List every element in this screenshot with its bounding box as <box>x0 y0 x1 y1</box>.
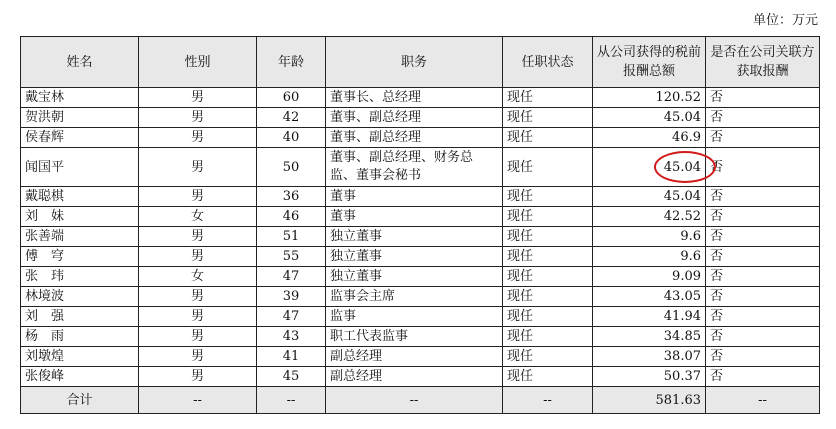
unit-label: 单位：万元 <box>752 13 818 28</box>
cell-name: 刘墩煌 <box>21 347 139 367</box>
table-row <box>21 327 820 347</box>
table-body <box>21 88 820 387</box>
cell-gender: 男 <box>139 187 257 207</box>
cell-age: 50 <box>257 148 326 187</box>
cell-gender: 男 <box>139 148 257 187</box>
cell-related: 否 <box>706 128 820 148</box>
total-row <box>21 387 820 414</box>
total-age: -- <box>257 387 326 414</box>
cell-gender: 男 <box>139 108 257 128</box>
cell-gender: 男 <box>139 227 257 247</box>
cell-related: 否 <box>706 148 820 187</box>
table-row <box>21 128 820 148</box>
col-header-name: 姓名 <box>21 37 139 88</box>
cell-name: 戴聪棋 <box>21 187 139 207</box>
cell-position: 董事、副总经理 <box>326 108 503 128</box>
table-row <box>21 267 820 287</box>
cell-related: 否 <box>706 207 820 227</box>
cell-related: 否 <box>706 267 820 287</box>
table-row <box>21 207 820 227</box>
cell-position: 董事、副总经理、财务总监、董事会秘书 <box>326 148 503 187</box>
cell-position: 监事会主席 <box>326 287 503 307</box>
cell-age: 42 <box>257 108 326 128</box>
table-row <box>21 88 820 108</box>
table-row <box>21 287 820 307</box>
cell-related: 否 <box>706 287 820 307</box>
cell-position: 董事、副总经理 <box>326 128 503 148</box>
cell-gender: 男 <box>139 347 257 367</box>
cell-status: 现任 <box>503 88 593 108</box>
cell-status: 现任 <box>503 247 593 267</box>
cell-related: 否 <box>706 247 820 267</box>
cell-related: 否 <box>706 327 820 347</box>
cell-gender: 男 <box>139 327 257 347</box>
total-gender: -- <box>139 387 257 414</box>
total-pay: 581.63 <box>593 387 706 414</box>
col-header-age: 年龄 <box>257 37 326 88</box>
total-label: 合计 <box>21 387 139 414</box>
cell-pay: 9.09 <box>593 267 706 287</box>
col-header-gender: 性别 <box>139 37 257 88</box>
cell-gender: 男 <box>139 247 257 267</box>
cell-position: 董事 <box>326 187 503 207</box>
cell-age: 55 <box>257 247 326 267</box>
cell-position: 独立董事 <box>326 247 503 267</box>
cell-age: 46 <box>257 207 326 227</box>
table-row <box>21 148 820 187</box>
cell-pay <box>593 148 706 187</box>
cell-pay: 9.6 <box>593 247 706 267</box>
cell-related: 否 <box>706 367 820 387</box>
table-row <box>21 247 820 267</box>
cell-position: 监事 <box>326 307 503 327</box>
cell-age: 47 <box>257 267 326 287</box>
cell-name: 刘 妹 <box>21 207 139 227</box>
col-header-pay: 从公司获得的税前报酬总额 <box>593 37 706 88</box>
cell-related: 否 <box>706 88 820 108</box>
cell-name: 张俊峰 <box>21 367 139 387</box>
cell-position: 独立董事 <box>326 227 503 247</box>
cell-status: 现任 <box>503 307 593 327</box>
cell-pay: 46.9 <box>593 128 706 148</box>
cell-age: 40 <box>257 128 326 148</box>
table-row <box>21 307 820 327</box>
cell-pay: 43.05 <box>593 287 706 307</box>
table-row <box>21 108 820 128</box>
cell-pay: 34.85 <box>593 327 706 347</box>
cell-status: 现任 <box>503 227 593 247</box>
cell-age: 36 <box>257 187 326 207</box>
cell-gender: 女 <box>139 207 257 227</box>
cell-gender: 女 <box>139 267 257 287</box>
table-row <box>21 227 820 247</box>
cell-pay: 9.6 <box>593 227 706 247</box>
cell-status: 现任 <box>503 108 593 128</box>
cell-age: 45 <box>257 367 326 387</box>
table-row <box>21 187 820 207</box>
cell-status: 现任 <box>503 287 593 307</box>
cell-name: 傅 穹 <box>21 247 139 267</box>
col-header-related: 是否在公司关联方获取报酬 <box>706 37 820 88</box>
cell-name: 林境波 <box>21 287 139 307</box>
cell-age: 60 <box>257 88 326 108</box>
cell-name: 杨 雨 <box>21 327 139 347</box>
cell-gender: 男 <box>139 307 257 327</box>
cell-status: 现任 <box>503 128 593 148</box>
cell-age: 47 <box>257 307 326 327</box>
highlight-circle: 45.04 <box>663 159 701 175</box>
cell-status: 现任 <box>503 207 593 227</box>
total-position: -- <box>326 387 503 414</box>
cell-position: 职工代表监事 <box>326 327 503 347</box>
cell-status: 现任 <box>503 347 593 367</box>
cell-name: 闻国平 <box>21 148 139 187</box>
cell-gender: 男 <box>139 128 257 148</box>
total-related: -- <box>706 387 820 414</box>
cell-age: 39 <box>257 287 326 307</box>
cell-related: 否 <box>706 347 820 367</box>
cell-pay: 41.94 <box>593 307 706 327</box>
header-row <box>21 37 820 88</box>
cell-position: 独立董事 <box>326 267 503 287</box>
cell-age: 51 <box>257 227 326 247</box>
cell-name: 张善端 <box>21 227 139 247</box>
cell-pay: 45.04 <box>593 187 706 207</box>
table-row <box>21 367 820 387</box>
cell-age: 41 <box>257 347 326 367</box>
cell-name: 贺洪朝 <box>21 108 139 128</box>
cell-gender: 男 <box>139 88 257 108</box>
cell-pay: 50.37 <box>593 367 706 387</box>
cell-age: 43 <box>257 327 326 347</box>
cell-status: 现任 <box>503 327 593 347</box>
cell-pay: 38.07 <box>593 347 706 367</box>
cell-pay: 42.52 <box>593 207 706 227</box>
cell-name: 侯春辉 <box>21 128 139 148</box>
cell-status: 现任 <box>503 148 593 187</box>
cell-name: 戴宝林 <box>21 88 139 108</box>
col-header-status: 任职状态 <box>503 37 593 88</box>
cell-status: 现任 <box>503 367 593 387</box>
cell-position: 董事长、总经理 <box>326 88 503 108</box>
cell-related: 否 <box>706 108 820 128</box>
cell-status: 现任 <box>503 267 593 287</box>
cell-gender: 男 <box>139 287 257 307</box>
cell-status: 现任 <box>503 187 593 207</box>
cell-pay: 120.52 <box>593 88 706 108</box>
cell-position: 副总经理 <box>326 347 503 367</box>
total-status: -- <box>503 387 593 414</box>
cell-related: 否 <box>706 307 820 327</box>
cell-position: 副总经理 <box>326 367 503 387</box>
cell-name: 刘 强 <box>21 307 139 327</box>
compensation-table <box>20 36 820 414</box>
col-header-position: 职务 <box>326 37 503 88</box>
cell-related: 否 <box>706 187 820 207</box>
cell-position: 董事 <box>326 207 503 227</box>
cell-name: 张 玮 <box>21 267 139 287</box>
cell-gender: 男 <box>139 367 257 387</box>
cell-pay: 45.04 <box>593 108 706 128</box>
table-row <box>21 347 820 367</box>
cell-related: 否 <box>706 227 820 247</box>
